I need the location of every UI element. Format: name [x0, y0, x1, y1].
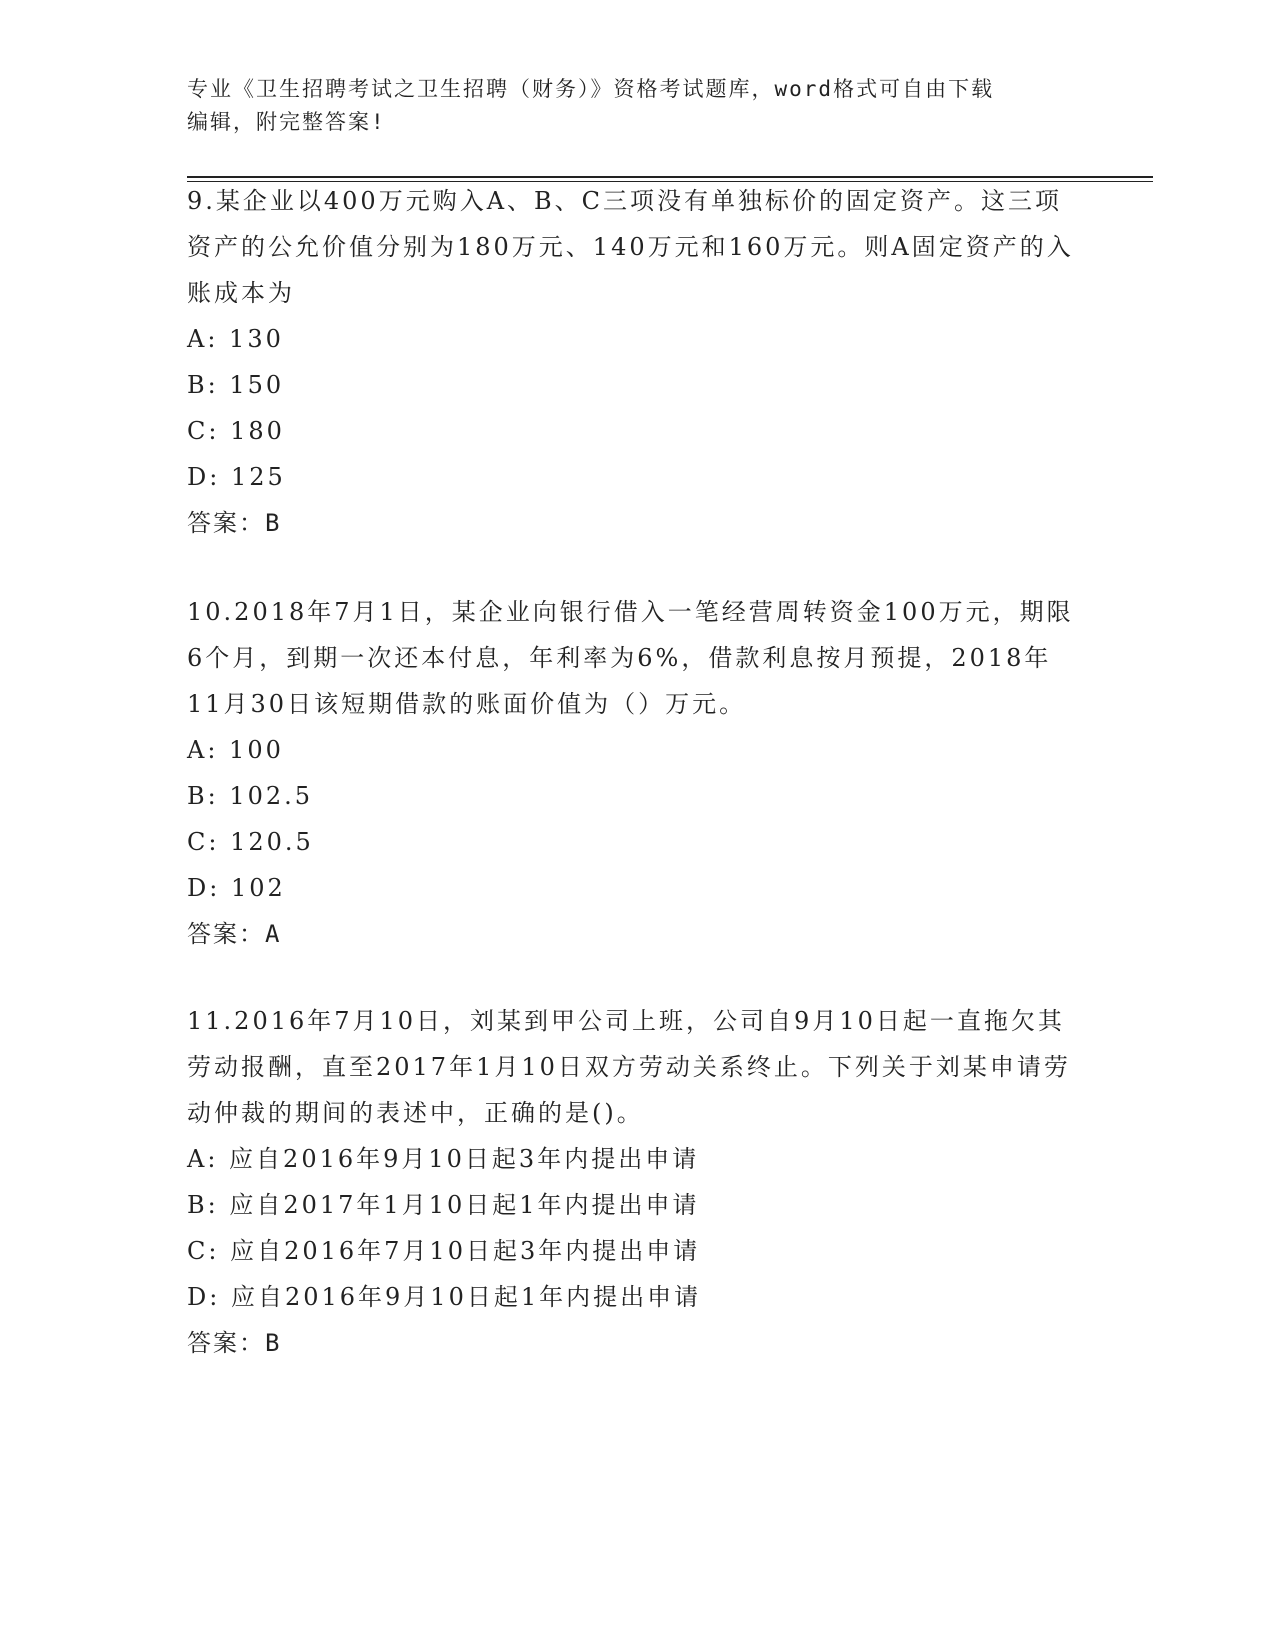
header-line-1: 专业《卫生招聘考试之卫生招聘（财务）》资格考试题库，word格式可自由下载 — [187, 77, 995, 101]
question-10 — [187, 589, 1087, 957]
option-d: D: 应自2016年9月10日起1年内提出申请 — [187, 1283, 702, 1311]
header-line-2: 编辑，附完整答案! — [187, 110, 386, 134]
answer-label: 答案：B — [187, 1329, 282, 1357]
answer-label: 答案：A — [187, 920, 282, 948]
option-a: A: 130 — [187, 325, 284, 353]
option-b: B: 150 — [187, 371, 285, 399]
question-9 — [187, 178, 1087, 546]
option-a: A: 100 — [187, 736, 284, 764]
answer-label: 答案：B — [187, 509, 282, 537]
option-c: C: 应自2016年7月10日起3年内提出申请 — [187, 1237, 701, 1265]
question-stem: 11.2016年7月10日，刘某到甲公司上班，公司自9月10日起一直拖欠其劳动报酬，直至2017年1月10日双方劳动关系终止。下列关于刘某申请劳动仲裁的期间的表述中，正确的是()。 — [187, 1007, 1071, 1127]
option-a: A: 应自2016年9月10日起3年内提出申请 — [187, 1145, 700, 1173]
option-d: D: 125 — [187, 463, 286, 491]
question-stem: 10.2018年7月1日，某企业向银行借入一笔经营周转资金100万元，期限6个月，到期一次还本付息，年利率为6%，借款利息按月预提，2018年11月30日该短期借款的账面价值为（）万元。 — [187, 598, 1074, 718]
option-b: B: 102.5 — [187, 782, 314, 810]
question-stem: 9.某企业以400万元购入A、B、C三项没有单独标价的固定资产。这三项资产的公允价值分别为180万元、140万元和160万元。则A固定资产的入账成本为 — [187, 187, 1074, 307]
option-d: D: 102 — [187, 874, 286, 902]
option-c: C: 180 — [187, 417, 285, 445]
document-header — [187, 73, 1067, 139]
option-b: B: 应自2017年1月10日起1年内提出申请 — [187, 1191, 700, 1219]
option-c: C: 120.5 — [187, 828, 314, 856]
question-11 — [187, 998, 1087, 1366]
